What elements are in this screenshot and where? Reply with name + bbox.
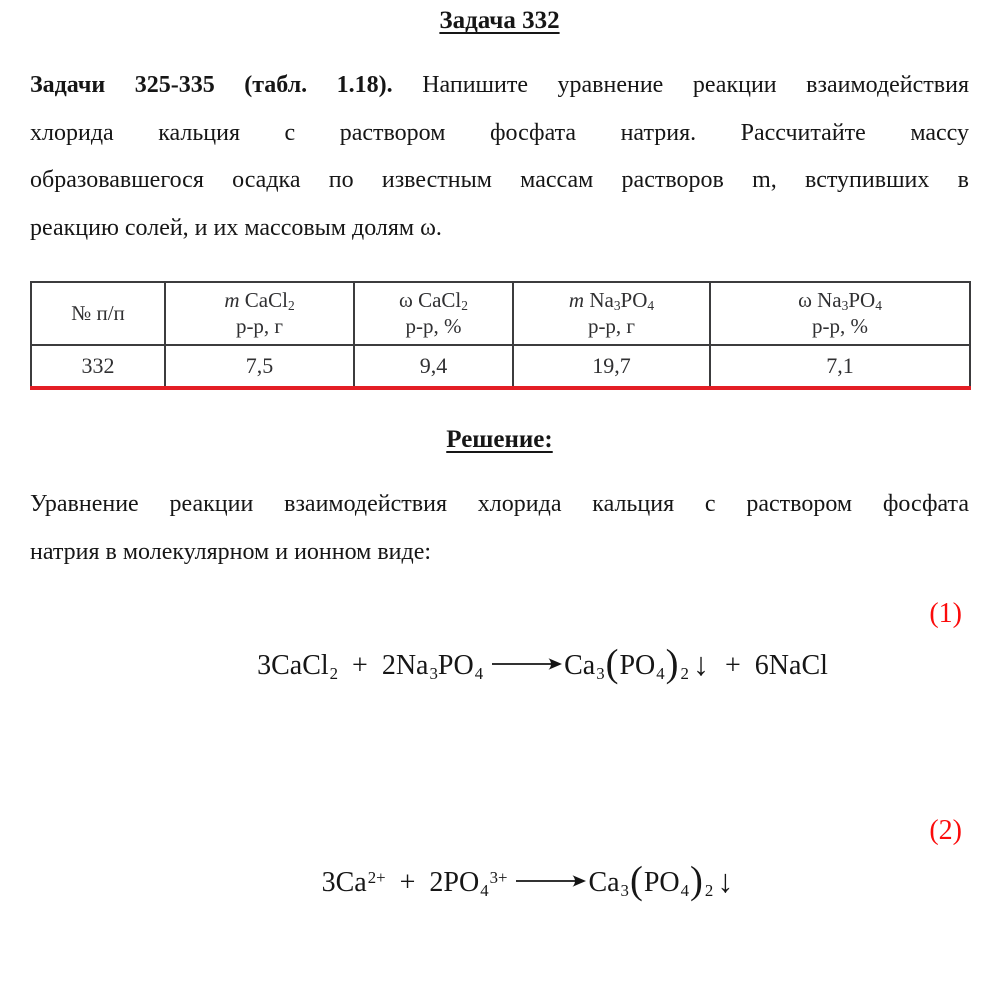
problem-lead-bold: Задачи 325-335 (табл. 1.18). (30, 72, 393, 98)
equation-2-formula (322, 855, 736, 907)
precipitate-down-arrow-icon: ↓ (692, 646, 709, 682)
table-header-w-cacl2 (354, 282, 513, 345)
cell-w-cacl2: 9,4 (354, 345, 513, 388)
chemical-formula: 3CaCl$_2$ + $2Na_3PO_4$ $Ca_3(PO_4)$ $_2$ ↓ + 6NaCl (257, 650, 828, 681)
formula-m-na3po4: m $Na_3PO_4$ (568, 287, 655, 313)
problem-line-4: реакцию солей, и их массовым долям ω. (30, 214, 442, 241)
solution-intro (30, 481, 969, 576)
equation-1 (30, 590, 969, 786)
conditions-table (30, 281, 971, 390)
solution-line-1: Уравнение реакции взаимодействия хлорида кальция с раствором фосфата (30, 491, 969, 517)
table-header-w-na3po4 (710, 282, 970, 345)
unit-label: р-р, г (587, 313, 636, 338)
formula-w-cacl2: ω CaCl$_2$ (399, 287, 468, 313)
chemical-formula: $3Ca^{2+} + 2PO_4^{3+}$ $Ca_3(PO_4)$ $_2$ ↓ (322, 867, 736, 898)
table-header-m-cacl2 (165, 282, 354, 345)
table-header-number (31, 282, 165, 345)
equation-1-number: (1) (929, 598, 962, 629)
unit-label: р-р, % (405, 313, 462, 338)
solution-line-2: натрия в молекулярном и ионном виде: (30, 538, 432, 565)
problem-line-1 (30, 62, 969, 110)
formula-m-cacl2: m CaCl$_2$ (224, 287, 295, 313)
unit-label: р-р, г (235, 313, 284, 338)
table-header-row (31, 282, 970, 345)
table-header-number-label: № п/п (71, 300, 125, 325)
reaction-arrow-icon (515, 859, 587, 907)
cell-w-na3po4: 7,1 (710, 345, 970, 388)
unit-label: р-р, % (812, 313, 868, 338)
cell-m-na3po4: 19,7 (513, 345, 710, 388)
cell-m-cacl2: 7,5 (165, 345, 354, 388)
problem-line-1-rest: Напишите уравнение реакции взаимодействия (422, 72, 970, 98)
problem-statement (30, 62, 969, 252)
equation-1-formula (257, 638, 828, 690)
page-title: Задача 332 (439, 7, 560, 34)
table-data-row (31, 345, 970, 388)
reaction-arrow-icon (491, 642, 563, 690)
problem-line-2: хлорида кальция с раствором фосфата натрия. Рассчитайте массу (30, 119, 969, 146)
solution-heading: Решение: (446, 426, 553, 453)
document-page (0, 7, 1000, 902)
table-header-m-na3po4 (513, 282, 710, 345)
precipitate-down-arrow-icon: ↓ (717, 863, 734, 899)
equation-2 (30, 807, 969, 1003)
problem-line-3: образовавшегося осадка по известным массам растворов m, вступивших в (30, 167, 969, 193)
cell-problem-number: 332 (31, 345, 165, 388)
equation-2-number: (2) (929, 815, 962, 846)
formula-w-na3po4: ω $Na_3PO_4$ (798, 287, 882, 313)
